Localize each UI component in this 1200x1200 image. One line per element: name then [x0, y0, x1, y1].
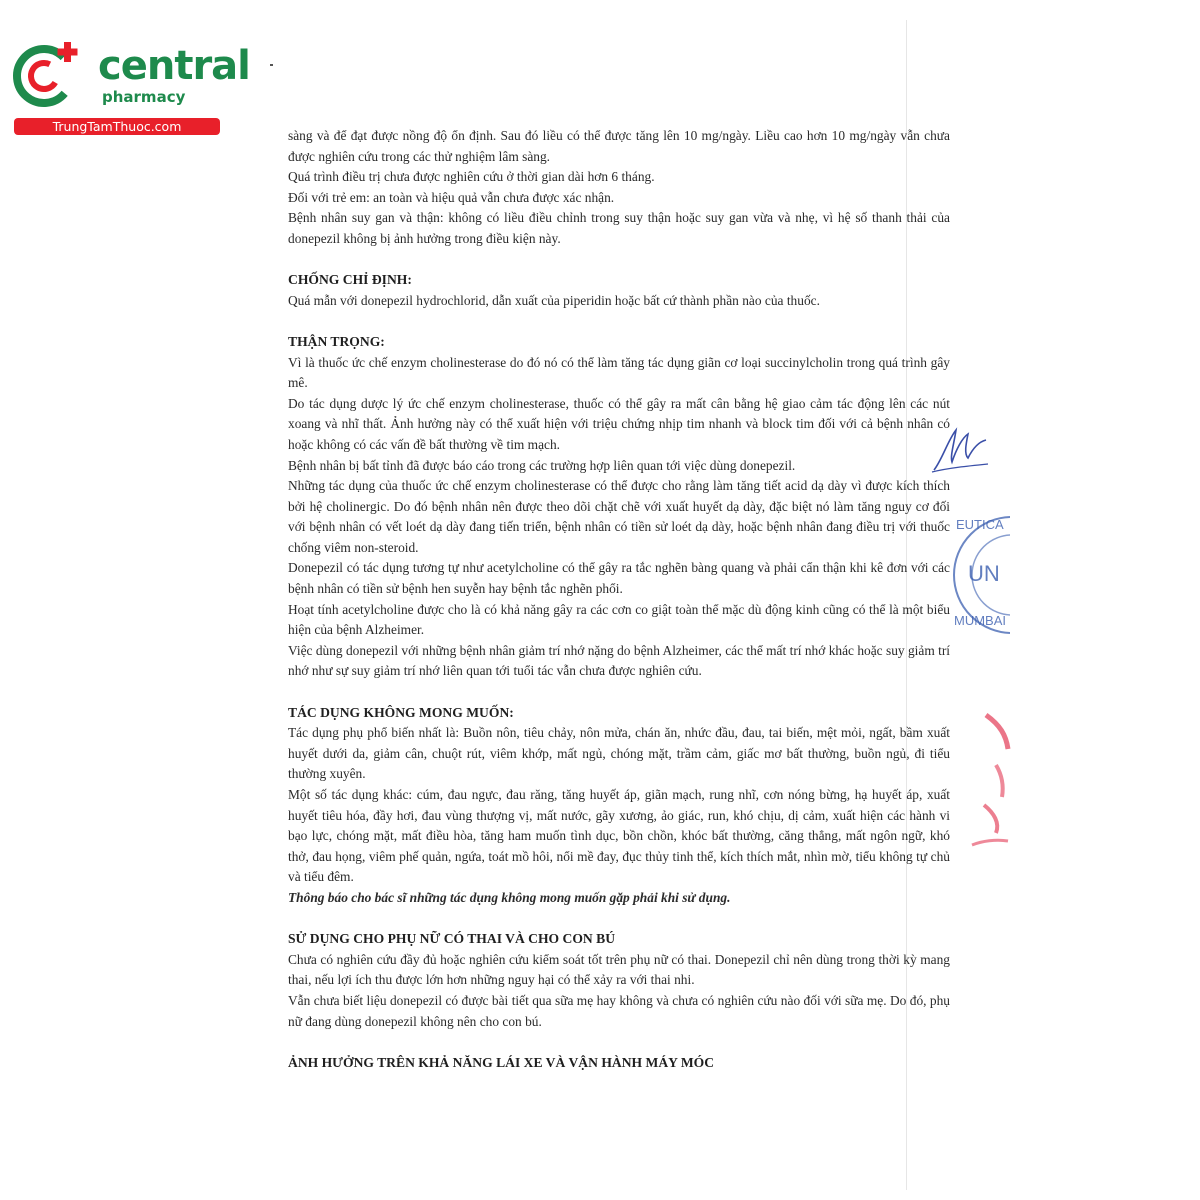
- company-stamp: [950, 505, 1010, 645]
- signature-icon: [928, 420, 990, 478]
- paragraph: Bệnh nhân bị bất tỉnh đã được báo cáo trong các trường hợp liên quan tới việc dùng donepezil.: [288, 457, 796, 473]
- stamp-line: EUTICA: [956, 517, 1004, 532]
- logo-website-banner: TrungTamThuoc.com: [14, 118, 220, 135]
- pregnancy-heading: SỬ DỤNG CHO PHỤ NỮ CÓ THAI VÀ CHO CON BÚ: [288, 931, 616, 947]
- paragraph: Hoạt tính acetylcholine được cho là có khả năng gây ra các cơn co giật toàn thể mặc dù động kinh cũng có thể là một biểu hiện của bệnh Alzheimer.: [288, 601, 950, 638]
- paragraph: Việc dùng donepezil với những bệnh nhân giảm trí nhớ nặng do bệnh Alzheimer, các thể mất trí nhớ khác hoặc suy giảm trí nhớ như sự suy giảm trí nhớ liên quan tới tuổi tác vẫn chưa được nghiên cứu.: [288, 642, 950, 679]
- paragraph: Những tác dụng của thuốc ức chế enzym cholinesterase có thể được cho rằng làm tăng tiết acid dạ dày vì được kích thích bởi hệ cholinergic. Do đó bệnh nhân nên được theo dõi chặt chẽ với xuất huyết dạ dày, đặc biệt nó làm tăng nguy cơ đối với bệnh nhân có vết loét dạ dày đang tiến triển, bệnh nhân có tiền sử loét dạ dày, hoặc bệnh nhân đang điều trị với thuốc chống viêm non-steroid.: [288, 478, 950, 555]
- paragraph: Donepezil có tác dụng tương tự như acetylcholine có thể gây ra tắc nghẽn bàng quang và phải cẩn thận khi kê đơn với các bệnh nhân có tiền sử bệnh hen suyễn hay bệnh tắc nghẽn phổi.: [288, 560, 950, 597]
- precautions-heading: THẬN TRỌNG:: [288, 333, 385, 349]
- stamp-ring-icon: [950, 505, 1010, 645]
- logo-mark-icon: [10, 38, 90, 118]
- stamp-line: UN: [968, 561, 1000, 586]
- paragraph: sàng và để đạt được nồng độ ổn định. Sau đó liều có thể được tăng lên 10 mg/ngày. Liều cao hơn 10 mg/ngày vẫn chưa được nghiên cứu trong các thử nghiệm lâm sàng.: [288, 128, 950, 164]
- document-body: [288, 126, 950, 1073]
- side-effects-note-text: Thông báo cho bác sĩ những tác dụng không mong muốn gặp phải khi sử dụng.: [288, 889, 731, 905]
- paragraph: Đối với trẻ em: an toàn và hiệu quả vẫn chưa được xác nhận.: [288, 189, 615, 205]
- paragraph: Chưa có nghiên cứu đầy đủ hoặc nghiên cứu kiểm soát tốt trên phụ nữ có thai. Donepezil chỉ nên dùng trong thời kỳ mang thai, nếu lợi ích thu được lớn hơn những nguy hại có thể xảy ra với thai nhi.: [288, 951, 950, 988]
- paragraph: Vẫn chưa biết liệu donepezil có được bài tiết qua sữa mẹ hay không và chưa có nghiên cứu nào đối với sữa mẹ. Do đó, phụ nữ đang dùng donepezil không nên cho con bú.: [288, 992, 950, 1029]
- stamp-line: MUMBAI: [954, 613, 1006, 628]
- paragraph: Tác dụng phụ phổ biến nhất là: Buồn nôn, tiêu chảy, nôn mửa, chán ăn, nhức đầu, đau, tai biến, mệt mỏi, ngất, bầm xuất huyết dưới da, giảm cân, chuột rút, viêm khớp, mất ngủ, chóng mặt, trầm cảm, giấc mơ bất thường, buồn ngủ, đi tiểu thường xuyên.: [288, 725, 950, 782]
- logo-brand-sub: pharmacy: [102, 88, 186, 106]
- dosage-continued-section: [288, 126, 950, 250]
- central-pharmacy-logo[interactable]: [10, 38, 250, 138]
- paragraph: Bệnh nhân suy gan và thận: không có liều điều chỉnh trong suy thận hoặc suy gan vừa và nhẹ, vì hệ số thanh thải của donepezil không bị ảnh hưởng trong điều kiện này.: [288, 210, 950, 246]
- red-stamp-fragment-icon: [966, 705, 1012, 855]
- paragraph: Quá trình điều trị chưa được nghiên cứu ở thời gian dài hơn 6 tháng.: [288, 169, 655, 185]
- side-effects-heading: TÁC DỤNG KHÔNG MONG MUỐN:: [288, 704, 514, 720]
- side-effects-note: [288, 888, 950, 909]
- paragraph: Một số tác dụng khác: cúm, đau ngực, đau răng, tăng huyết áp, giãn mạch, rung nhĩ, cơn nóng bừng, hạ huyết áp, xuất huyết tiêu hóa, đầy hơi, đau vùng thượng vị, mất nước, gãy xương, ảo giác, run, khó chịu, dị cảm, xuất hiện các hành vi bạo lực, chóng mặt, mất điều hòa, tăng ham muốn tình dục, bồn chồn, khóc bất thường, căng thẳng, mất ngôn ngữ, khó thở, đau họng, viêm phế quản, ngứa, toát mồ hôi, nổi mề đay, đục thủy tinh thể, kích thích mắt, nhìn mờ, tiểu không tự chủ và tiểu đêm.: [288, 787, 950, 885]
- logo-brand-name: central: [98, 43, 250, 89]
- speck: [270, 64, 273, 66]
- paragraph: Vì là thuốc ức chế enzym cholinesterase do đó nó có thể làm tăng tác dụng giãn cơ loại succinylcholin trong quá trình gây mê.: [288, 354, 950, 391]
- paragraph: Do tác dụng dược lý ức chế enzym cholinesterase, thuốc có thể gây ra mất cân bằng hệ giao cảm tác động lên các nút xoang và nhĩ thất. Ảnh hưởng này có thể xuất hiện với triệu chứng nhịp tim nhanh và block tim đối với cả bệnh nhân có hoặc không có các vấn đề bất thường về tim mạch.: [288, 395, 950, 452]
- contraindications-heading: CHỐNG CHỈ ĐỊNH:: [288, 272, 412, 288]
- paragraph: Quá mẫn với donepezil hydrochlorid, dẫn xuất của piperidin hoặc bất cứ thành phần nào của thuốc.: [288, 292, 820, 308]
- driving-heading: ẢNH HƯỞNG TRÊN KHẢ NĂNG LÁI XE VÀ VẬN HÀNH MÁY MÓC: [288, 1054, 715, 1070]
